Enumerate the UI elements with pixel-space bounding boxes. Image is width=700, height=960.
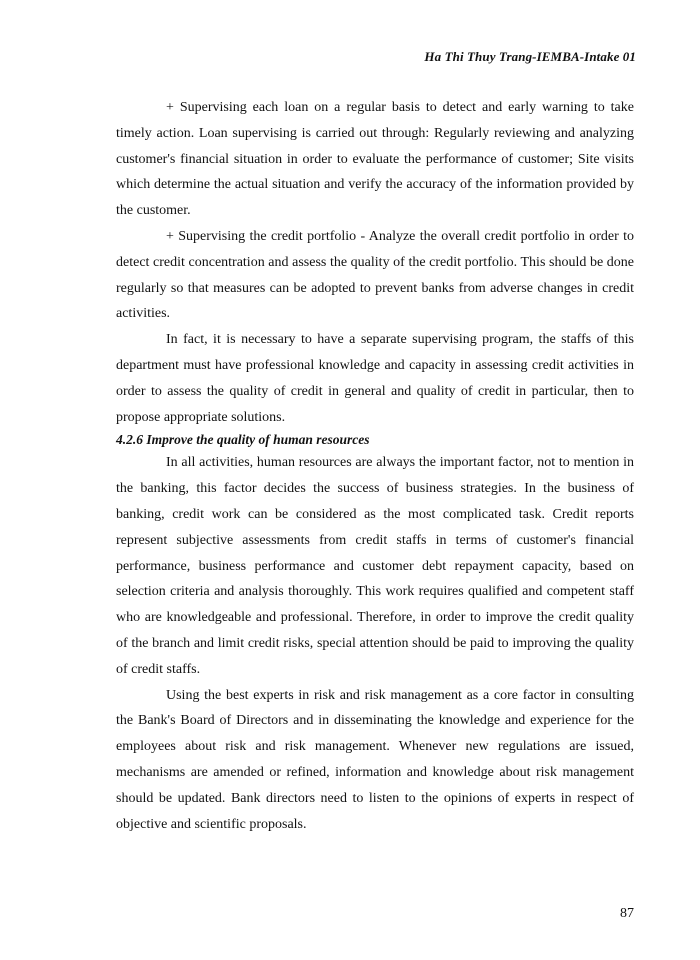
section-heading: 4.2.6 Improve the quality of human resources bbox=[116, 432, 370, 448]
paragraph-loan-supervising: + Supervising each loan on a regular basis to detect and early warning to take timely action. Loan supervising is carried out through: Regularly reviewing and analyzing customer's financial situation in order to evaluate the performance of customer; Site visits which determine the actual situation and verify the accuracy of the information provided by the customer. bbox=[116, 100, 634, 219]
paragraph-portfolio-supervising: + Supervising the credit portfolio - Analyze the overall credit portfolio in order to detect credit concentration and assess the quality of the credit portfolio. This should be done regularly so that measures can be adopted to prevent banks from adverse changes in credit activities. bbox=[116, 228, 634, 322]
paragraph-risk-experts: Using the best experts in risk and risk management as a core factor in consulting the Bank's Board of Directors and in disseminating the knowledge and experience for the employees about risk and risk management. Whenever new regulations are issued, mechanisms are amended or refined, information and knowledge about risk management should be updated. Bank directors need to listen to the opinions of experts in respect of objective and scientific proposals. bbox=[116, 687, 634, 832]
paragraph-supervising-program: In fact, it is necessary to have a separate supervising program, the staffs of this department must have professional knowledge and capacity in assessing credit activities in order to assess the quality of credit in general and quality of credit in particular, then to propose appropriate solutions. bbox=[116, 332, 634, 425]
running-header: Ha Thi Thuy Trang-IEMBA-Intake 01 bbox=[424, 49, 636, 64]
paragraph-human-resources: In all activities, human resources are always the important factor, not to mention in the banking, this factor decides the success of business strategies. In the business of banking, credit work can be considered as the most complicated task. Credit reports represent subjective assessments from credit staffs in terms of customer's financial performance, business performance and customer debt repayment capacity, based on selection criteria and analysis thoroughly. This work requires qualified and competent staff who are knowledgeable and professional. Therefore, in order to improve the credit quality of the branch and limit credit risks, special attention should be paid to improving the quality of credit staffs. bbox=[116, 455, 634, 677]
page-number: 87 bbox=[620, 906, 634, 921]
document-body bbox=[116, 95, 634, 837]
